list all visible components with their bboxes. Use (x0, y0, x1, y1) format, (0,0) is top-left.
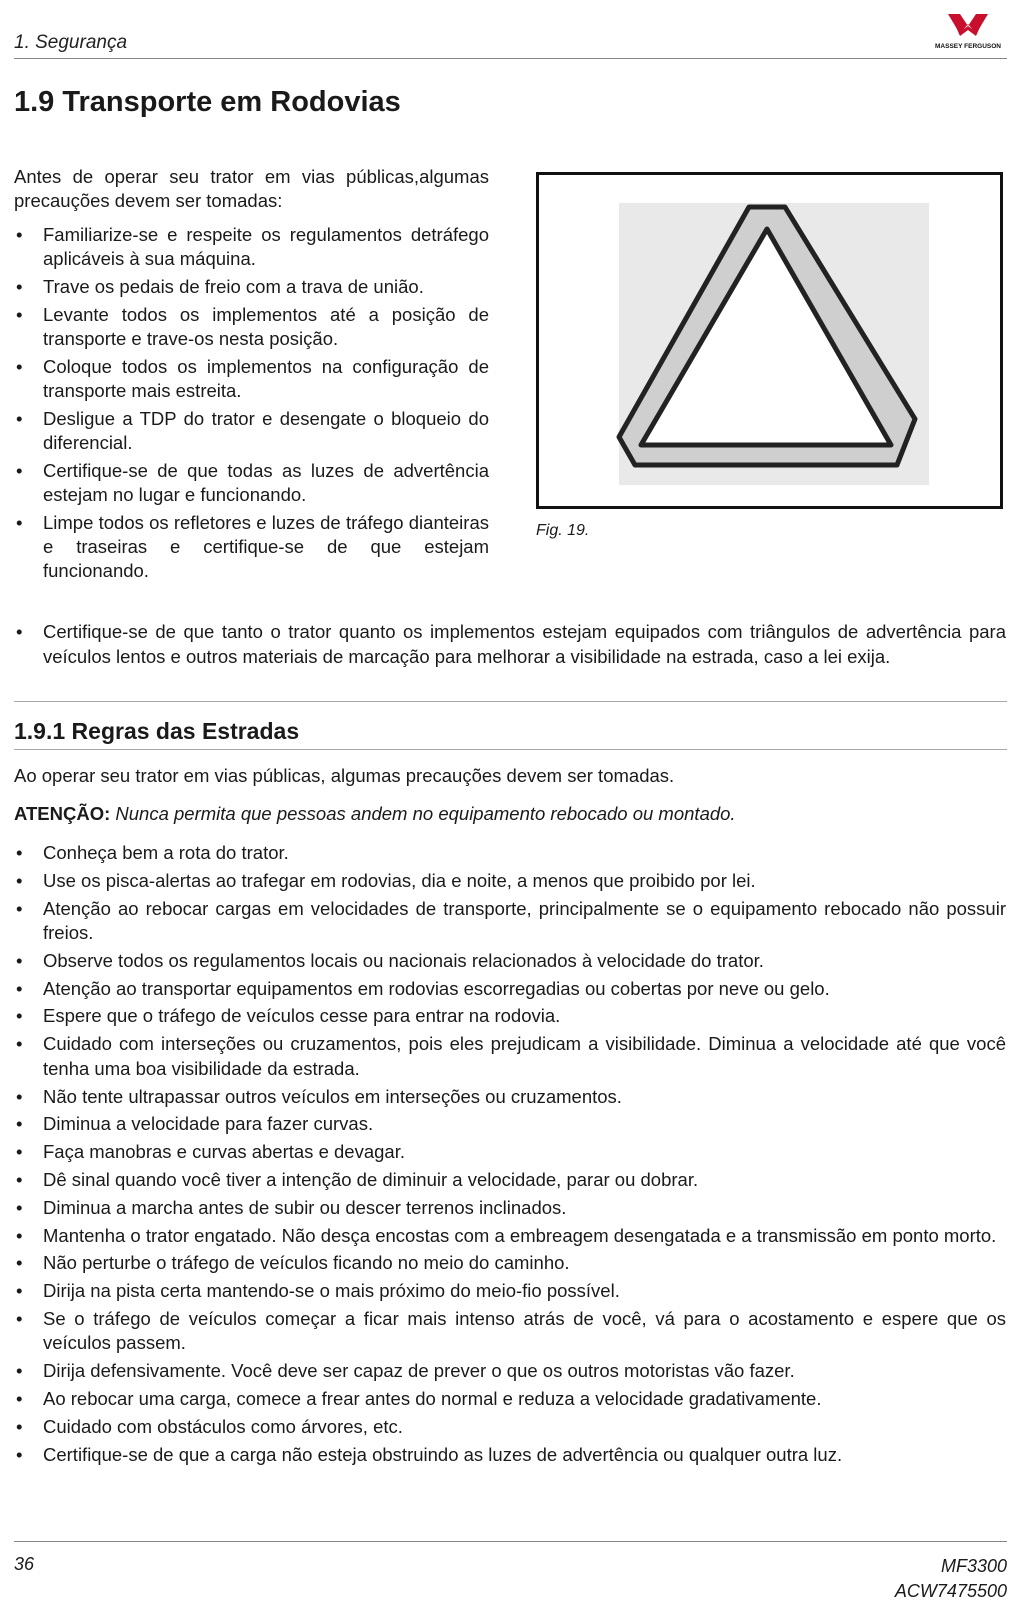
intro-paragraph: Antes de operar seu trator em vias públicas,algumas precauções devem ser tomadas: (14, 166, 489, 211)
intro-precautions-list (14, 223, 489, 583)
model-name: MF3300 (940, 1556, 1007, 1576)
warning-text: Nunca permita que pessoas andem no equipamento rebocado ou montado. (115, 803, 736, 824)
footer-divider (14, 1541, 1007, 1542)
list-item: • Faça manobras e curvas abertas e devagar. (14, 1140, 1006, 1165)
list-item: • Certifique-se de que todas as luzes de advertência estejam no lugar e funcionando. (14, 459, 489, 507)
list-item: • Atenção ao transportar equipamentos em rodovias escorregadias ou cobertas por neve ou gelo. (14, 977, 1006, 1002)
warning-label: ATENÇÃO: (14, 803, 111, 824)
warning-note (14, 803, 736, 825)
massey-ferguson-logo (930, 12, 1006, 52)
section-heading: 1.9.1 Regras das Estradas (14, 718, 300, 744)
section-divider-bottom (14, 749, 1007, 750)
list-item: • Certifique-se de que a carga não esteja obstruindo as luzes de advertência ou qualquer outra luz. (14, 1443, 1006, 1468)
figure-caption: Fig. 19. (536, 522, 590, 539)
list-item: • Conheça bem a rota do trator. (14, 841, 1006, 866)
page-number: 36 (14, 1554, 35, 1574)
section-intro: Ao operar seu trator em vias públicas, algumas precauções devem ser tomadas. (14, 765, 675, 786)
list-item: • Ao rebocar uma carga, comece a frear antes do normal e reduza a velocidade gradativamente. (14, 1387, 1006, 1412)
list-item: • Limpe todos os refletores e luzes de tráfego dianteiras e traseiras e certifique-se de que estejam funcionando. (14, 511, 489, 583)
list-item: • Não tente ultrapassar outros veículos em interseções ou cruzamentos. (14, 1085, 1006, 1110)
list-item: • Dirija defensivamente. Você deve ser capaz de prever o que os outros motoristas vão fazer. (14, 1359, 1006, 1384)
list-item: • Não perturbe o tráfego de veículos ficando no meio do caminho. (14, 1251, 1006, 1276)
intro-column (14, 165, 489, 587)
list-item: • Coloque todos os implementos na configuração de transporte mais estreita. (14, 355, 489, 403)
logo-text: MASSEY FERGUSON (935, 43, 1001, 50)
list-item: • Observe todos os regulamentos locais ou nacionais relacionados à velocidade do trator. (14, 949, 1006, 974)
list-item: • Cuidado com obstáculos como árvores, etc. (14, 1415, 1006, 1440)
list-item: • Familiarize-se e respeite os regulamentos detráfego aplicáveis à sua máquina. (14, 223, 489, 271)
list-item: • Espere que o tráfego de veículos cesse para entrar na rodovia. (14, 1004, 1006, 1029)
list-item: • Use os pisca-alertas ao trafegar em rodovias, dia e noite, a menos que proibido por lei. (14, 869, 1006, 894)
list-item: • Diminua a velocidade para fazer curvas. (14, 1112, 1006, 1137)
full-width-bullet (14, 619, 1006, 669)
figure-19-frame (536, 172, 1003, 509)
section-divider-top (14, 701, 1007, 702)
list-item: • Trave os pedais de freio com a trava de união. (14, 275, 489, 299)
header-section-label: 1. Segurança (14, 32, 128, 53)
list-item: • Dê sinal quando você tiver a intenção de diminuir a velocidade, parar ou dobrar. (14, 1168, 1006, 1193)
list-item: • Mantenha o trator engatado. Não desça encostas com a embreagem desengatada e a transmissão em ponto morto. (14, 1224, 1006, 1249)
document-code: ACW7475500 (894, 1581, 1007, 1601)
list-item: • Certifique-se de que tanto o trator quanto os implementos estejam equipados com triângulos de advertência para veículos lentos e outros materiais de marcação para melhorar a visibilidade na estrada, caso a lei exija. (14, 619, 1006, 669)
list-item: • Desligue a TDP do trator e desengate o bloqueio do diferencial. (14, 407, 489, 455)
list-item: • Levante todos os implementos até a posição de transporte e trave-os nesta posição. (14, 303, 489, 351)
road-rules-list (14, 841, 1006, 1470)
list-item: • Diminua a marcha antes de subir ou descer terrenos inclinados. (14, 1196, 1006, 1221)
slow-moving-vehicle-triangle-icon (539, 175, 1000, 506)
header-divider (14, 58, 1007, 59)
list-item: • Atenção ao rebocar cargas em velocidades de transporte, principalmente se o equipamento rebocado não possuir freios. (14, 897, 1006, 946)
list-item: • Dirija na pista certa mantendo-se o mais próximo do meio-fio possível. (14, 1279, 1006, 1304)
page-title: 1.9 Transporte em Rodovias (14, 86, 401, 118)
list-item: • Cuidado com interseções ou cruzamentos, pois eles prejudicam a visibilidade. Diminua a velocidade até que você tenha uma boa visibilidade da estrada. (14, 1032, 1006, 1081)
list-item: • Se o tráfego de veículos começar a ficar mais intenso atrás de você, vá para o acostamento e espere que os veículos passem. (14, 1307, 1006, 1356)
footer-model (895, 1554, 1007, 1604)
